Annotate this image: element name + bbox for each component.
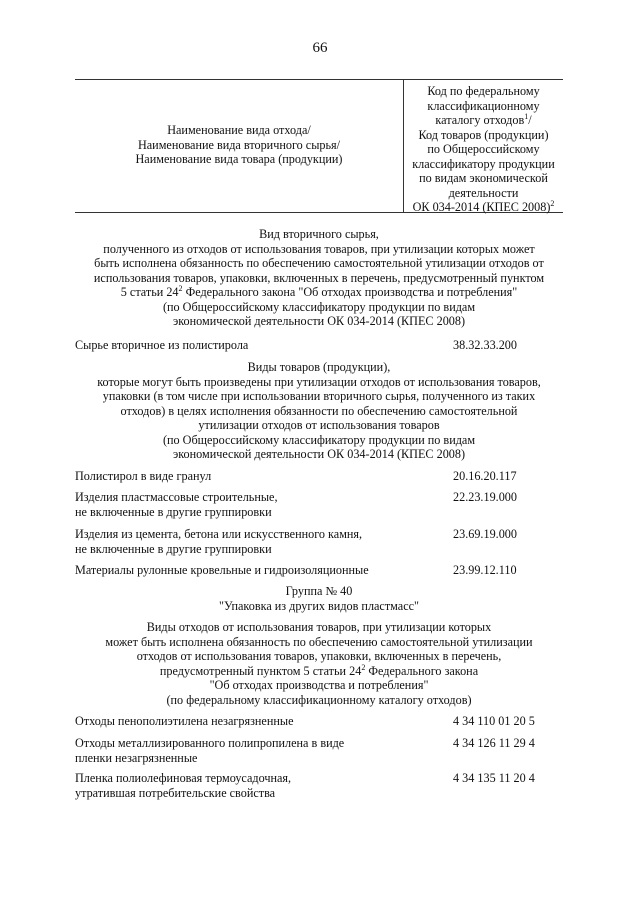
item-name-line: не включенные в другие группировки [75, 541, 272, 556]
item-name-line: не включенные в другие группировки [75, 504, 272, 519]
heading-line: (по Общероссийскому классификатору продукции по видам [162, 432, 476, 447]
item-code: 4 34 110 01 20 5 [453, 714, 535, 728]
heading-line: Виды товаров (продукции), [247, 360, 391, 374]
item-name [75, 490, 405, 519]
item-name-line: Сырье вторичное из полистирола [75, 338, 249, 352]
heading-text: Федерального закона "Об отходах производства и потребления" [182, 285, 518, 299]
heading-line [75, 285, 563, 300]
heading-text: предусмотренный пунктом 5 статьи 24 [159, 663, 362, 678]
item-name-line: Материалы рулонные кровельные и гидроизоляционные [75, 563, 369, 577]
header-right-line: деятельности [448, 185, 519, 200]
item-name [75, 527, 405, 556]
heading-line: (по Общероссийскому классификатору продукции по видам [162, 299, 476, 314]
item-code: 23.99.12.110 [453, 563, 517, 577]
heading-line: "Об отходах производства и потребления" [209, 678, 429, 692]
heading-line: упаковки (в том числе при использовании вторичного сырья, полученного из таких [102, 389, 536, 403]
header-right-line: по Общероссийскому [427, 142, 540, 156]
heading-line: отходов от использования товаров, упаковки, включенных в перечень, [136, 649, 502, 663]
item-name [75, 469, 405, 484]
heading-line: отходов) в целях исполнения обязанности по обеспечению самостоятельной [120, 403, 518, 418]
heading-line: которые могут быть произведены при утилизации отходов от использования товаров, [97, 374, 541, 389]
item-name-line: Полистирол в виде гранул [75, 469, 212, 483]
footnote-marker: 1 [524, 112, 529, 121]
heading-line: (по федеральному классификационному каталогу отходов) [166, 692, 472, 707]
table-header-top-rule [75, 79, 563, 80]
heading-line: может быть исполнена обязанность по обеспечению самостоятельной утилизации [105, 634, 533, 649]
heading-line: использования товаров, упаковки, включенных в перечень, предусмотренный пунктом [93, 270, 545, 285]
header-right-line: Код по федеральному [427, 84, 540, 98]
header-right-line: классификатору продукции [412, 156, 555, 171]
item-code: 22.23.19.000 [453, 490, 517, 504]
header-right-line [404, 113, 563, 128]
header-right-column [404, 84, 563, 215]
item-name-line: Отходы пенополиэтилена незагрязненные [75, 714, 294, 728]
item-code: 23.69.19.000 [453, 527, 517, 541]
heading-line: утилизации отходов от использования товаров [198, 418, 440, 432]
heading-line: экономической деятельности ОК 034-2014 (КПЕС 2008) [172, 314, 466, 328]
group-title: "Упаковка из других видов пластмасс" [218, 598, 420, 613]
heading-line [75, 664, 563, 679]
header-right-line: Код товаров (продукции) [418, 127, 549, 142]
item-name-line: Изделия пластмассовые строительные, [75, 490, 278, 504]
item-code: 38.32.33.200 [453, 338, 517, 352]
header-right-text: каталогу отходов [435, 113, 525, 127]
heading-line: быть исполнена обязанность по обеспечению самостоятельной утилизации отходов от [94, 256, 544, 270]
header-right-line: классификационному [427, 98, 540, 113]
section-heading-product-types [75, 360, 563, 462]
item-code: 4 34 135 11 20 4 [453, 771, 535, 785]
item-name-line: Изделия из цемента, бетона или искусственного камня, [75, 527, 363, 541]
item-name-line: пленки незагрязненные [75, 750, 198, 765]
header-right-text: ОК 034-2014 (КПЕС 2008) [412, 200, 551, 214]
item-name [75, 771, 405, 800]
heading-line: экономической деятельности ОК 034-2014 (КПЕС 2008) [172, 447, 466, 461]
header-left-line: Наименование вида товара (продукции) [135, 152, 343, 166]
header-left-line: Наименование вида отхода/ [167, 123, 311, 137]
item-name [75, 714, 405, 729]
footnote-marker: 2 [178, 284, 183, 293]
heading-line: Вид вторичного сырья, [259, 227, 379, 241]
page-number: 66 [312, 40, 328, 56]
item-code: 4 34 126 11 29 4 [453, 736, 535, 750]
section-heading-secondary-raw-materials [75, 227, 563, 329]
group-heading [75, 584, 563, 613]
item-name [75, 338, 405, 353]
heading-text: 5 статьи 24 [120, 285, 179, 299]
header-left-column [75, 123, 403, 167]
footnote-marker: 2 [550, 199, 555, 208]
item-name-line: Отходы металлизированного полипропилена в виде [75, 736, 345, 750]
group-number: Группа № 40 [285, 584, 353, 598]
item-code: 20.16.20.117 [453, 469, 517, 483]
item-name-line: утратившая потребительские свойства [75, 785, 276, 800]
section-heading-waste-types [75, 620, 563, 707]
header-right-separator: / [528, 113, 532, 127]
item-name [75, 563, 405, 578]
item-name [75, 736, 405, 765]
header-right-line: по видам экономической [419, 171, 548, 185]
heading-line: Виды отходов от использования товаров, при утилизации которых [146, 620, 492, 634]
item-name-line: Пленка полиолефиновая термоусадочная, [75, 771, 292, 785]
header-right-line [404, 200, 563, 215]
footnote-marker: 2 [361, 662, 366, 672]
header-left-line: Наименование вида вторичного сырья/ [137, 137, 341, 152]
heading-text: Федерального закона [365, 663, 479, 678]
heading-line: полученного из отходов от использования товаров, при утилизации которых может [103, 241, 535, 256]
